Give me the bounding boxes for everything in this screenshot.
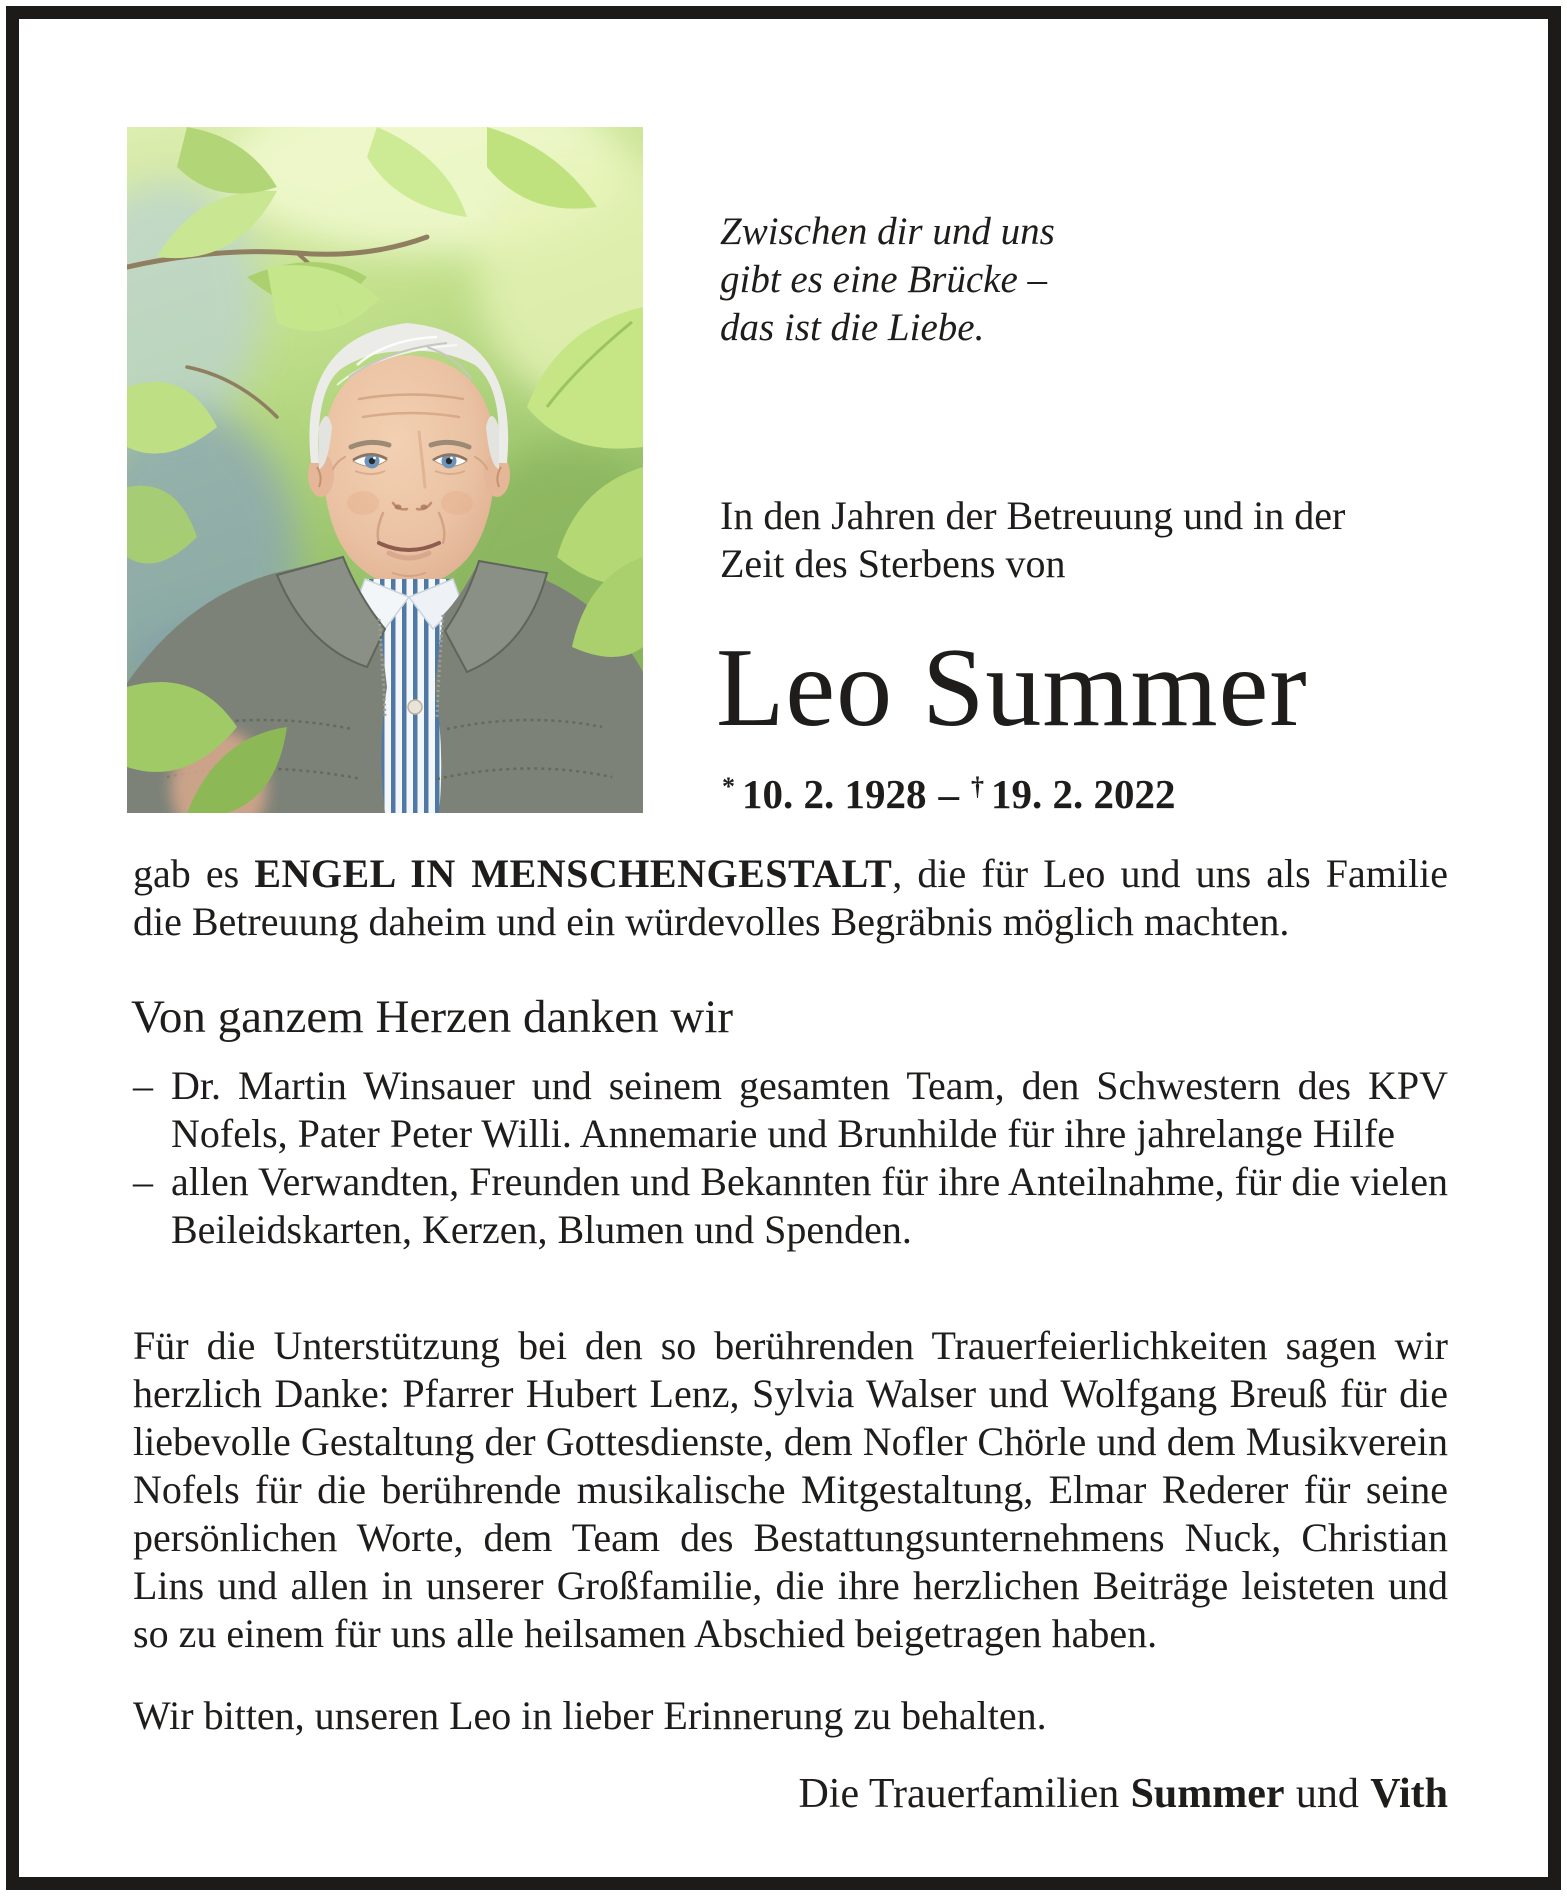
closing-line: Wir bitten, unseren Leo in lieber Erinnerung zu behalten. — [133, 1693, 1047, 1738]
birth-star-symbol: * — [722, 772, 735, 801]
life-dates — [722, 770, 1176, 818]
signature-prefix: Die Trauerfamilien — [798, 1771, 1120, 1817]
intro-line: In den Jahren der Betreuung und in der — [720, 493, 1346, 538]
list-item-text: allen Verwandten, Freunden und Bekannten für ihre Anteilnahme, für die vielen Beileidskarten, Kerzen, Blumen und Spenden. — [171, 1159, 1448, 1252]
list-dash: – — [133, 1063, 153, 1108]
acknowledgement-paragraph — [133, 850, 1448, 946]
intro-text — [720, 492, 1345, 588]
support-paragraph: Für die Unterstützung bei den so berührenden Trauerfeierlichkeiten sagen wir herzlich Danke: Pfarrer Hubert Lenz, Sylvia Walser und Wolfgang Breuß für die liebevolle Gestaltung der Gottesdienste, dem Nofler Chörle und dem Musikverein Nofels für die berührende musikalische Mitgestaltung, Elmar Rederer für seine persönlichen Worte, dem Team des Bestattungsunternehmens Nuck, Christian Lins und allen in unserer Großfamilie, die ihre herzlichen Beiträge leisteten und so zu einem für uns alle heilsamen Abschied beigetragen haben. — [133, 1323, 1448, 1656]
acknowledgement-highlight: ENGEL IN MENSCHENGESTALT — [254, 851, 893, 896]
thanks-list — [133, 1062, 1448, 1254]
face — [323, 355, 495, 587]
acknowledgement-rest: , die für Leo und uns als Familie die Betreuung daheim und ein würdevolles Begräbnis möglich machten. — [133, 851, 1449, 944]
list-item — [133, 1158, 1448, 1254]
birth-date: 10. 2. 1928 — [742, 771, 927, 817]
intro-line: Zeit des Sterbens von — [720, 541, 1066, 586]
death-date: 19. 2. 2022 — [991, 771, 1176, 817]
list-item-text: Dr. Martin Winsauer und seinem gesamten Team, den Schwestern des KPV Nofels, Pater Peter Willi. Annemarie und Brunhilde für ihre jahrelange Hilfe — [171, 1063, 1448, 1156]
list-item — [133, 1062, 1448, 1158]
acknowledgement-lead: gab es — [133, 851, 255, 896]
quote-line: Zwischen dir und uns — [720, 210, 1055, 253]
thanks-heading: Von ganzem Herzen danken wir — [131, 991, 734, 1043]
signature-conjunction: und — [1295, 1771, 1359, 1817]
signature-line — [133, 1770, 1448, 1818]
quote-line: das ist die Liebe. — [720, 306, 985, 349]
death-cross-symbol: † — [971, 772, 984, 801]
signature-family-vith: Vith — [1370, 1771, 1448, 1817]
signature-family-summer: Summer — [1130, 1771, 1285, 1817]
deceased-name: Leo Summer — [716, 626, 1308, 750]
portrait-photo — [127, 127, 643, 813]
list-dash: – — [133, 1159, 153, 1204]
quote-line: gibt es eine Brücke – — [720, 258, 1048, 301]
memorial-quote — [720, 208, 1055, 352]
dates-separator: – — [938, 771, 959, 817]
portrait-illustration — [127, 127, 643, 813]
